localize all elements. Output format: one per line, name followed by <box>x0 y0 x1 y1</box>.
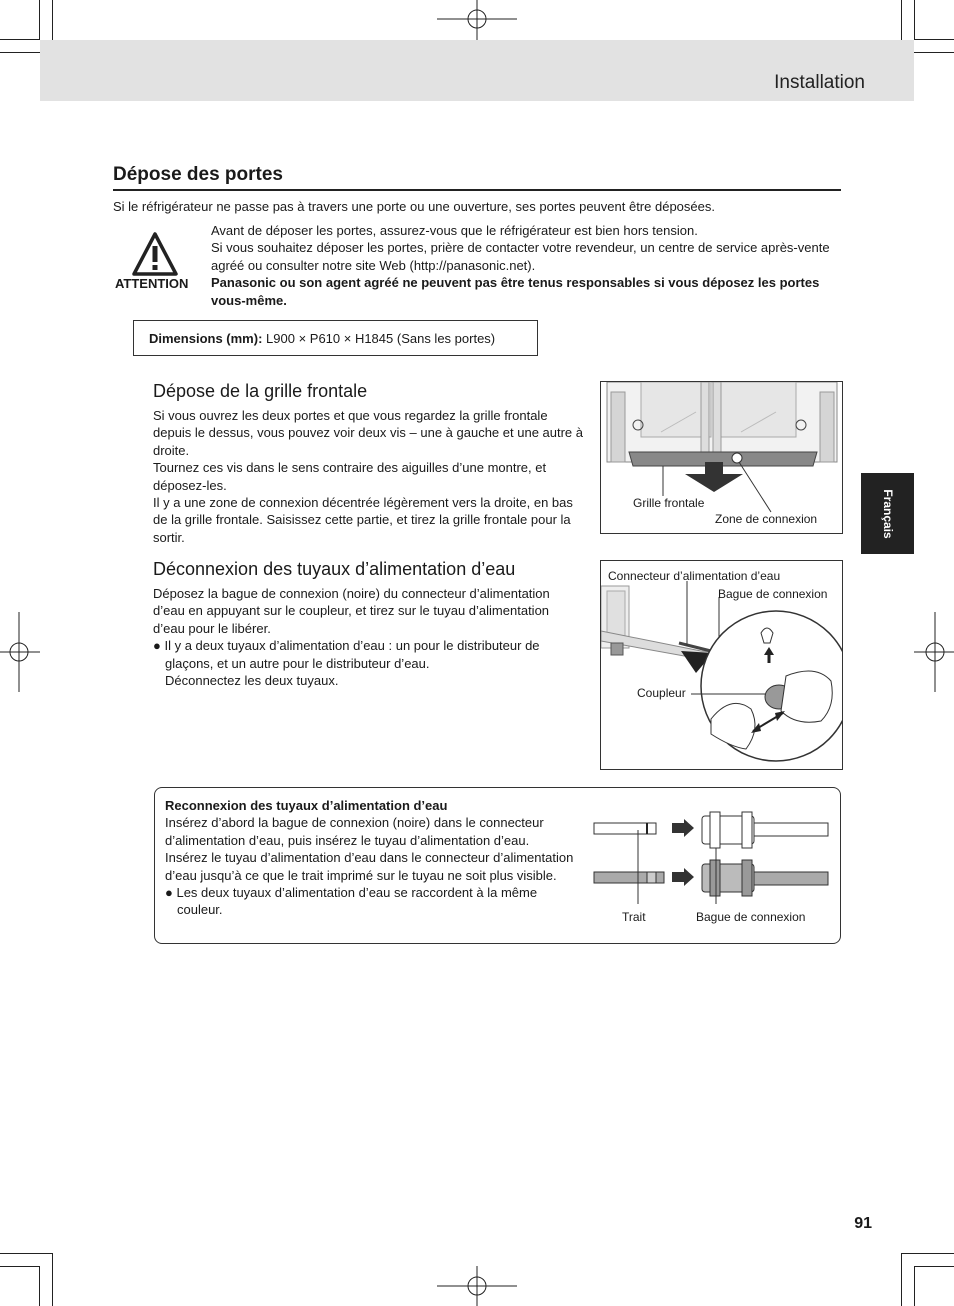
paragraph: Déposez la bague de connexion (noire) du connecteur d’alimentation d’eau en appuyant sur le coupleur, et tirez sur le tuyau d’alimentation d’eau pour le libérer. <box>153 586 550 636</box>
language-tab-label: Français <box>880 488 895 539</box>
warning-icon <box>132 232 178 276</box>
warning-disclaimer: Panasonic ou son agent agréé ne peuvent pas être tenus responsables si vous déposez les portes vous-même. <box>211 275 820 308</box>
label-trait: Trait <box>622 910 646 924</box>
tuyaux-figure <box>600 560 843 770</box>
label-bague: Bague de connexion <box>718 587 828 601</box>
language-tab <box>861 473 914 554</box>
grille-text <box>153 407 583 546</box>
crop-mark <box>0 1253 53 1254</box>
reconnexion-text <box>165 797 585 919</box>
crop-mark <box>0 39 40 40</box>
label-connecteur: Connecteur d’alimentation d’eau <box>608 569 781 583</box>
dimensions-box <box>133 320 538 356</box>
reconnexion-title: Reconnexion des tuyaux d’alimentation d’eau <box>165 798 448 813</box>
paragraph: Insérez le tuyau d’alimentation d’eau dans le connecteur d’alimentation d’eau jusqu’à ce que le trait imprimé sur le tuyau ne soit plus visible. <box>165 850 574 883</box>
paragraph: Insérez d’abord la bague de connexion (noire) dans le connecteur d’alimentation d’eau, puis insérez le tuyau d’alimentation d’eau. <box>165 815 544 848</box>
bullet-item: ● Les deux tuyaux d’alimentation d’eau se raccordent à la même couleur. <box>165 885 538 918</box>
paragraph: Il y a une zone de connexion décentrée légèrement vers la droite, en bas de la grille frontale. Saisissez cette partie, et tirez la grille frontale pour la sortir. <box>153 495 573 545</box>
dimensions-label: Dimensions (mm): <box>149 331 263 346</box>
crop-mark <box>0 1266 40 1267</box>
warning-text <box>211 222 841 309</box>
page-number: 91 <box>854 1215 872 1232</box>
intro-text: Si le réfrigérateur ne passe pas à travers une porte ou une ouverture, ses portes peuvent être déposées. <box>113 199 715 214</box>
paragraph: Si vous ouvrez les deux portes et que vous regardez la grille frontale depuis le dessus, vous pouvez voir deux vis – une à gauche et une autre à droite. <box>153 408 584 458</box>
registration-mark-left <box>0 612 40 692</box>
title-divider <box>113 189 841 191</box>
warning-line: Si vous souhaitez déposer les portes, prière de contacter votre revendeur, un centre de service après-vente agréé ou consulter notre site Web (http://panasonic.net). <box>211 240 830 273</box>
warning-label: ATTENTION <box>115 276 189 291</box>
label-grille-frontale: Grille frontale <box>633 496 705 510</box>
grille-heading: Dépose de la grille frontale <box>153 381 368 401</box>
dimensions-value: L900 × P610 × H1845 (Sans les portes) <box>266 331 496 346</box>
crop-mark <box>39 0 40 40</box>
crop-mark <box>914 39 954 40</box>
crop-mark <box>914 1266 915 1306</box>
registration-mark-bottom <box>437 1266 517 1306</box>
crop-mark <box>914 1266 954 1267</box>
paragraph: Tournez ces vis dans le sens contraire des aiguilles d’une montre, et déposez-les. <box>153 460 547 493</box>
warning-line: Avant de déposer les portes, assurez-vous que le réfrigérateur est bien hors tension. <box>211 223 698 238</box>
label-zone-connexion: Zone de connexion <box>715 512 818 526</box>
label-coupleur: Coupleur <box>637 686 686 700</box>
registration-mark-right <box>914 612 954 692</box>
crop-mark <box>39 1266 40 1306</box>
label-bague-connexion: Bague de connexion <box>696 910 806 924</box>
grille-figure <box>600 381 843 534</box>
section-title: Installation <box>774 72 865 93</box>
registration-mark-top <box>437 0 517 40</box>
crop-mark <box>52 1254 53 1306</box>
page-title: Dépose des portes <box>113 164 283 185</box>
crop-mark <box>901 1254 902 1306</box>
bullet-item: ● Il y a deux tuyaux d’alimentation d’eau : un pour le distributeur de glaçons, et un autre pour le distributeur d’eau. <box>153 638 540 671</box>
crop-mark <box>914 0 915 40</box>
crop-mark <box>901 1253 954 1254</box>
tuyaux-heading: Déconnexion des tuyaux d’alimentation d’eau <box>153 559 516 579</box>
tuyaux-text <box>153 585 583 689</box>
bullet-continuation: Déconnectez les deux tuyaux. <box>165 673 339 689</box>
reconnexion-illustration <box>592 808 832 908</box>
